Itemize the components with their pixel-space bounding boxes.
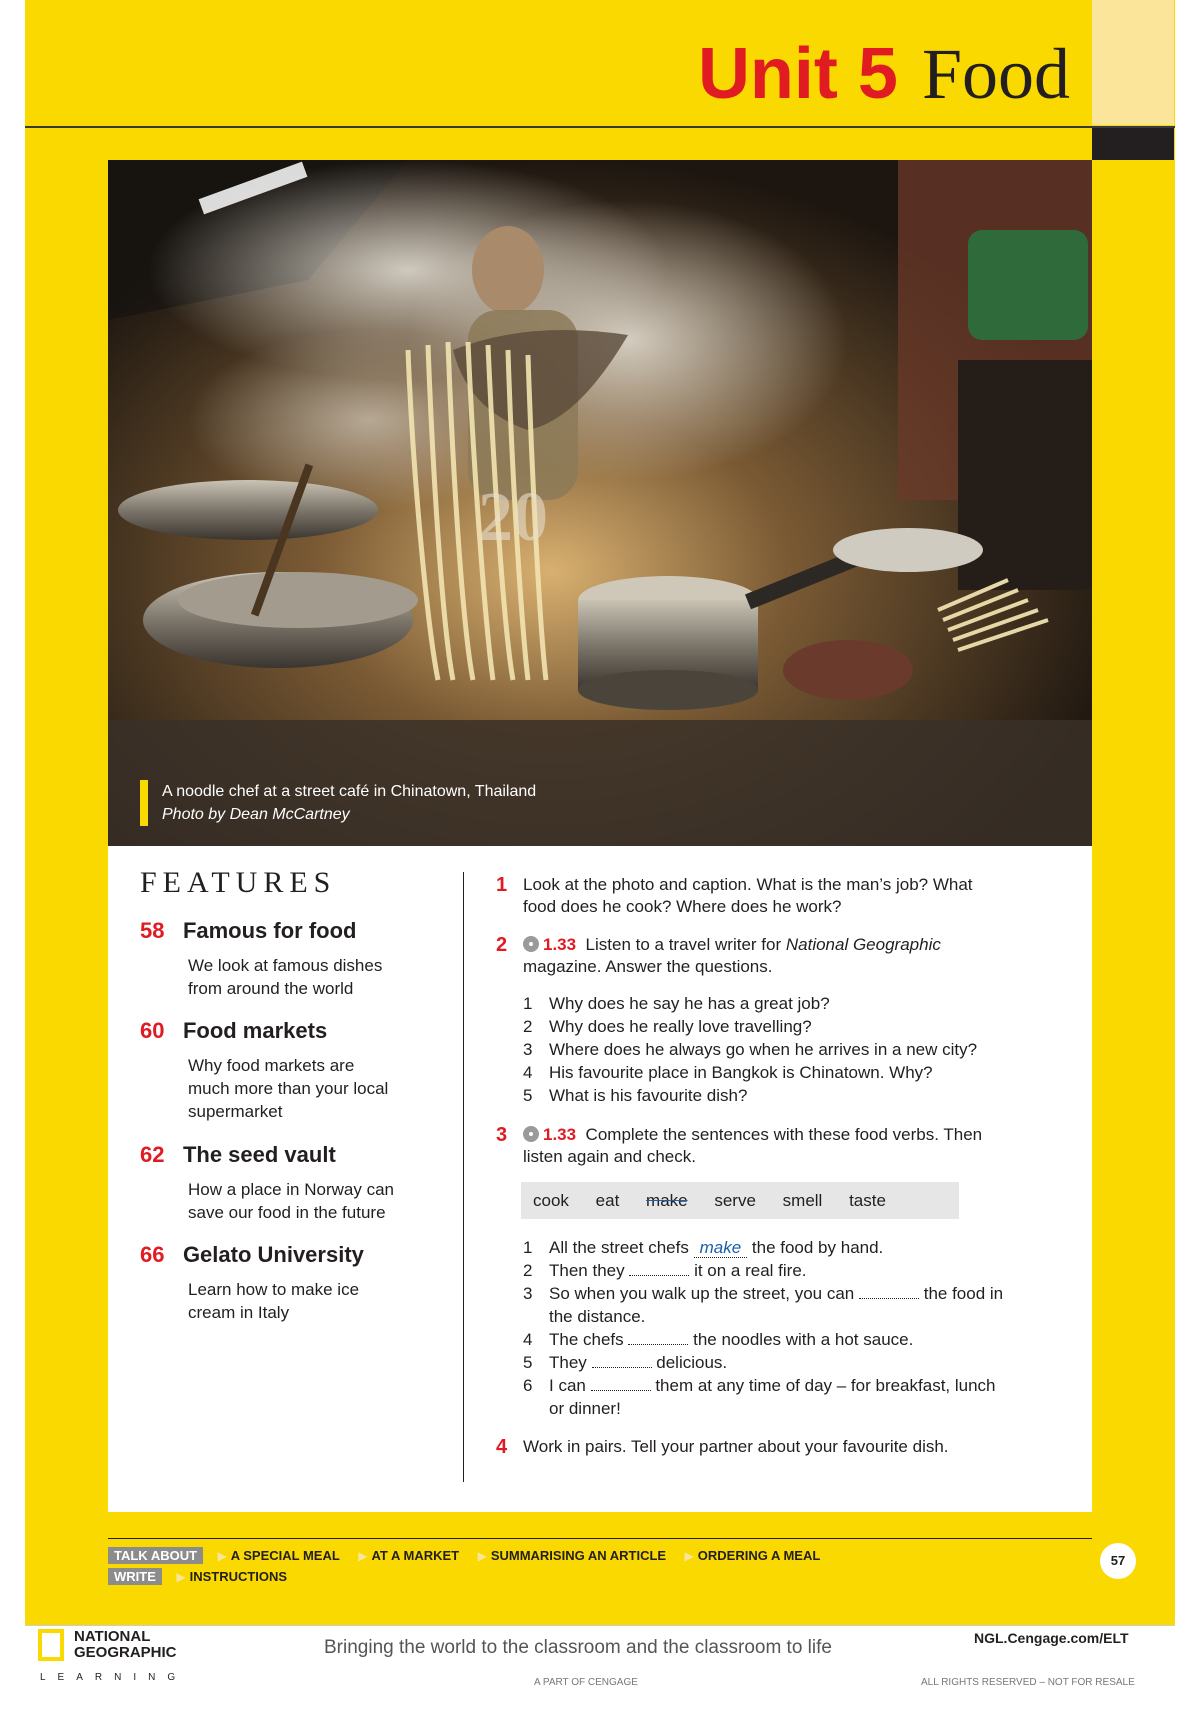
feature-description: Learn how to make ice cream in Italy bbox=[188, 1280, 360, 1322]
feature-description: We look at famous dishes from around the world bbox=[188, 956, 383, 998]
list-item: 3 Where does he always go when he arrives in a new city? bbox=[523, 1040, 978, 1059]
caption-marker bbox=[140, 780, 148, 826]
exercise-4-text: Work in pairs. Tell your partner about your favourite dish. bbox=[523, 1437, 949, 1456]
skill-item: A SPECIAL MEAL bbox=[230, 1548, 340, 1563]
publisher-logo-subtext: LEARNING bbox=[40, 1672, 188, 1683]
black-edge-tab bbox=[1092, 128, 1174, 160]
photo-caption bbox=[162, 780, 536, 826]
skill-item: ORDERING A MEAL bbox=[697, 1548, 821, 1563]
word: cook bbox=[533, 1191, 569, 1210]
list-item: 2 Why does he really love travelling? bbox=[523, 1017, 812, 1036]
list-item: 6 I can them at any time of day – for breakfast, lunch bbox=[523, 1376, 996, 1395]
list-item: 5 They delicious. bbox=[523, 1353, 728, 1372]
arrow-icon: ▶ bbox=[477, 1549, 487, 1563]
exercise-2-questions bbox=[523, 992, 977, 1107]
feature-item[interactable] bbox=[140, 918, 356, 944]
exercise-4-number: 4 bbox=[496, 1436, 508, 1458]
word: serve bbox=[714, 1191, 756, 1210]
feature-item[interactable] bbox=[140, 1018, 327, 1044]
photo-illustration bbox=[108, 160, 1092, 846]
list-item: 2 Then they it on a real fire. bbox=[523, 1261, 807, 1280]
exercise-3-number: 3 bbox=[496, 1124, 508, 1146]
answer-blank[interactable] bbox=[592, 1353, 652, 1368]
word-box bbox=[521, 1182, 959, 1219]
features-heading: FEATURES bbox=[140, 866, 337, 899]
arrow-icon: ▶ bbox=[684, 1549, 694, 1563]
answer-blank[interactable] bbox=[591, 1376, 651, 1391]
word-used: make bbox=[646, 1191, 688, 1210]
exercise-2-text: 1.33 Listen to a travel writer for National Geographic magazine. Answer the questions. bbox=[523, 935, 941, 976]
feature-title: Food markets bbox=[182, 1018, 328, 1043]
answer-blank[interactable] bbox=[859, 1284, 919, 1299]
skill-item: SUMMARISING AN ARTICLE bbox=[490, 1548, 667, 1563]
list-item: 1 All the street chefs make the food by hand. bbox=[523, 1238, 884, 1257]
skill-item: INSTRUCTIONS bbox=[189, 1569, 288, 1584]
list-item-continued: the distance. bbox=[549, 1307, 646, 1326]
publisher-logo-text: NATIONAL GEOGRAPHIC bbox=[74, 1628, 177, 1661]
exercise-2-number: 2 bbox=[496, 934, 508, 956]
skills-divider bbox=[108, 1538, 1092, 1539]
word: eat bbox=[595, 1191, 620, 1210]
feature-item[interactable] bbox=[140, 1142, 336, 1168]
unit-title bbox=[697, 34, 1070, 114]
write-row bbox=[108, 1568, 301, 1586]
arrow-icon: ▶ bbox=[217, 1549, 227, 1563]
caption-text: A noodle chef at a street café in Chinatown, Thailand bbox=[162, 783, 537, 800]
feature-title: Gelato University bbox=[182, 1242, 364, 1267]
exercise-1-number: 1 bbox=[496, 874, 508, 896]
header-divider bbox=[25, 126, 1175, 128]
unit-name: Food bbox=[921, 34, 1070, 114]
arrow-icon: ▶ bbox=[358, 1549, 368, 1563]
footer-rights: ALL RIGHTS RESERVED – NOT FOR RESALE bbox=[921, 1677, 1135, 1688]
national-geographic-logo-icon bbox=[38, 1629, 64, 1661]
feature-page-number: 60 bbox=[140, 1018, 165, 1043]
footer-divider bbox=[25, 1625, 1175, 1626]
answer-blank[interactable] bbox=[629, 1261, 689, 1276]
exercise-1-text: Look at the photo and caption. What is the man’s job? What food does he cook? Where does he work? bbox=[523, 875, 973, 916]
footer-website-link[interactable]: NGL.Cengage.com/ELT bbox=[974, 1630, 1129, 1646]
unit-label: Unit 5 bbox=[697, 34, 898, 114]
column-divider bbox=[463, 872, 464, 1482]
talk-about-row bbox=[108, 1547, 834, 1565]
answer-blank[interactable]: make bbox=[694, 1239, 748, 1258]
list-item-continued: or dinner! bbox=[549, 1399, 621, 1418]
sign-number: 20 bbox=[478, 479, 548, 556]
feature-description: Why food markets are much more than your local supermarket bbox=[188, 1056, 389, 1121]
feature-page-number: 58 bbox=[140, 918, 165, 943]
noodle-chef-photo bbox=[108, 160, 1092, 846]
skill-item: AT A MARKET bbox=[371, 1548, 460, 1563]
audio-track[interactable]: 1.33 bbox=[543, 935, 577, 954]
write-label: WRITE bbox=[108, 1568, 162, 1585]
audio-cd-icon[interactable] bbox=[523, 936, 539, 952]
footer-part-of: A PART OF CENGAGE bbox=[534, 1677, 638, 1688]
feature-page-number: 66 bbox=[140, 1242, 165, 1267]
feature-description: How a place in Norway can save our food in the future bbox=[188, 1180, 394, 1222]
word: taste bbox=[849, 1191, 886, 1210]
exercise-3-sentences bbox=[523, 1236, 1083, 1420]
talk-about-label: TALK ABOUT bbox=[108, 1547, 203, 1564]
word: smell bbox=[782, 1191, 823, 1210]
list-item: 5 What is his favourite dish? bbox=[523, 1086, 748, 1105]
list-item: 4 The chefs the noodles with a hot sauce. bbox=[523, 1330, 914, 1349]
feature-item[interactable] bbox=[140, 1242, 364, 1268]
arrow-icon: ▶ bbox=[176, 1570, 186, 1584]
feature-page-number: 62 bbox=[140, 1142, 165, 1167]
header-tab bbox=[1092, 0, 1174, 125]
feature-title: Famous for food bbox=[182, 918, 357, 943]
answer-blank[interactable] bbox=[628, 1330, 688, 1345]
footer-tagline: Bringing the world to the classroom and the classroom to life bbox=[324, 1637, 832, 1658]
feature-title: The seed vault bbox=[182, 1142, 336, 1167]
exercise-3-text: 1.33 Complete the sentences with these food verbs. Then listen again and check. bbox=[523, 1125, 983, 1166]
audio-track[interactable]: 1.33 bbox=[543, 1125, 577, 1144]
list-item: 1 Why does he say he has a great job? bbox=[523, 994, 830, 1013]
list-item: 4 His favourite place in Bangkok is Chinatown. Why? bbox=[523, 1063, 933, 1082]
list-item: 3 So when you walk up the street, you can the food in bbox=[523, 1284, 1004, 1303]
page-number: 57 bbox=[1100, 1543, 1136, 1579]
audio-cd-icon[interactable] bbox=[523, 1126, 539, 1142]
photo-credit: Photo by Dean McCartney bbox=[162, 806, 350, 823]
